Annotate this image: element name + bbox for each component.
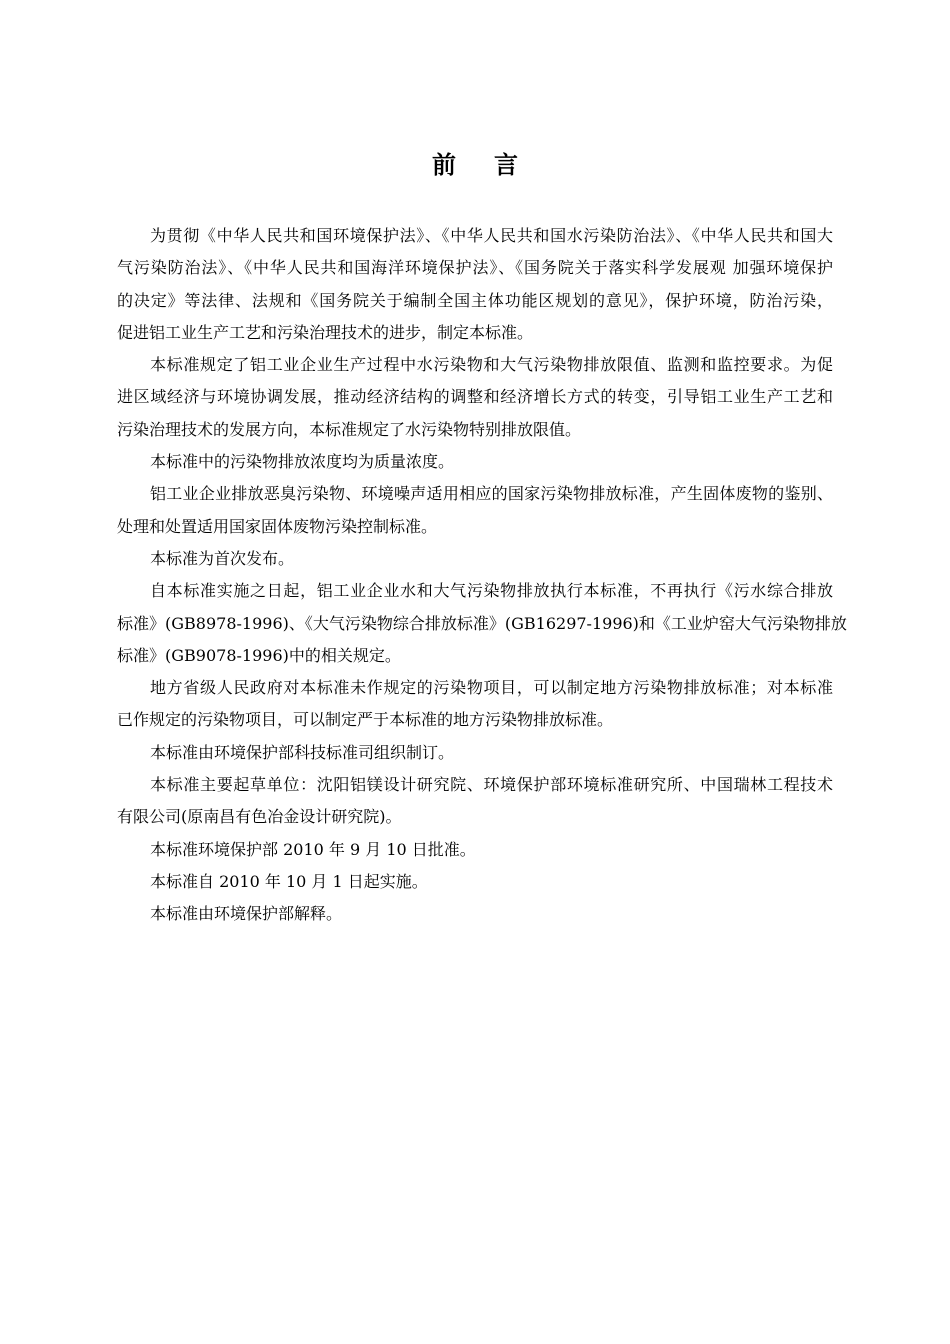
paragraph-line: 本标准中的污染物排放浓度均为质量浓度。: [150, 452, 455, 472]
paragraph-line: 促进铝工业生产工艺和污染治理技术的进步，制定本标准。: [117, 322, 534, 342]
document-body: [117, 220, 847, 931]
paragraph-line: 本标准为首次发布。: [150, 548, 295, 568]
paragraph-line: 自本标准实施之日起，铝工业企业水和大气污染物排放执行本标准，不再执行《污水综合排放: [150, 581, 833, 601]
paragraph: [117, 220, 833, 349]
paragraph-line: 标准》(GB8978-1996)、《大气污染物综合排放标准》(GB16297-1996)和《工业炉窑大气污染物排放: [117, 613, 847, 633]
paragraph: [117, 866, 833, 898]
paragraph-line: 的决定》等法律、法规和《国务院关于编制全国主体功能区规划的意见》，保护环境，防治污染，: [117, 290, 833, 310]
paragraph-line: 气污染防治法》、《中华人民共和国海洋环境保护法》、《国务院关于落实科学发展观 加强环境保护: [117, 258, 833, 278]
paragraph: [117, 349, 833, 446]
paragraph: [117, 478, 833, 543]
paragraph-line: 本标准环境保护部 2010 年 9 月 10 日批准。: [150, 839, 476, 859]
paragraph-line: 地方省级人民政府对本标准未作规定的污染物项目，可以制定地方污染物排放标准；对本标准: [150, 678, 833, 698]
paragraph-line: 已作规定的污染物项目，可以制定严于本标准的地方污染物排放标准。: [117, 710, 614, 730]
paragraph-line: 进区域经济与环境协调发展，推动经济结构的调整和经济增长方式的转变，引导铝工业生产工艺和: [117, 387, 833, 407]
paragraph: [117, 737, 833, 769]
paragraph-line: 处理和处置适用国家固体废物污染控制标准。: [117, 516, 438, 536]
paragraph-line: 本标准由环境保护部解释。: [150, 904, 343, 924]
paragraph-line: 污染治理技术的发展方向，本标准规定了水污染物特别排放限值。: [117, 419, 582, 439]
paragraph: [117, 575, 847, 672]
paragraph: [117, 543, 833, 575]
paragraph: [117, 672, 833, 737]
paragraph-line: 本标准主要起草单位：沈阳铝镁设计研究院、环境保护部环境标准研究所、中国瑞林工程技术: [150, 775, 833, 795]
paragraph-line: 标准》(GB9078-1996)中的相关规定。: [117, 645, 401, 665]
paragraph: [117, 446, 833, 478]
paragraph: [117, 769, 833, 834]
paragraph-line: 本标准自 2010 年 10 月 1 日起实施。: [150, 871, 428, 891]
paragraph: [117, 898, 833, 930]
paragraph: [117, 834, 833, 866]
paragraph-line: 铝工业企业排放恶臭污染物、环境噪声适用相应的国家污染物排放标准，产生固体废物的鉴别、: [150, 484, 833, 504]
paragraph-line: 有限公司(原南昌有色冶金设计研究院)。: [117, 807, 402, 827]
paragraph-line: 为贯彻《中华人民共和国环境保护法》、《中华人民共和国水污染防治法》、《中华人民共和国大: [150, 226, 833, 245]
paragraph-line: 本标准由环境保护部科技标准司组织制订。: [150, 742, 455, 762]
page-title: 前言: [432, 150, 556, 179]
paragraph-line: 本标准规定了铝工业企业生产过程中水污染物和大气污染物排放限值、监测和监控要求。为促: [150, 355, 833, 375]
